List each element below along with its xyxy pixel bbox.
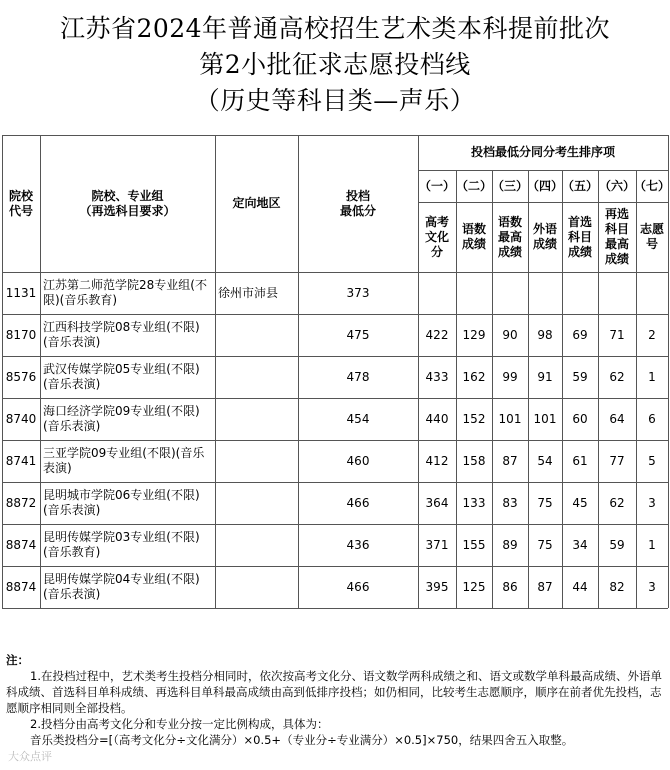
row-tiebreak-value: 34 [572,537,588,552]
table-grid-line [668,135,669,608]
row-tiebreak-value: 162 [462,369,486,384]
row-tiebreak-value: 129 [462,327,486,342]
row-tiebreak-value: 82 [609,579,625,594]
row-tiebreak-value [636,272,668,314]
row-code: 1131 [5,285,37,300]
row-tiebreak-value: 158 [462,453,486,468]
row-tiebreak-value: 125 [462,579,486,594]
row-tiebreak-value: 64 [609,411,625,426]
header-sub-label: 语数 最高 成绩 [497,214,522,259]
row-tiebreak-value: 69 [572,327,588,342]
row-tiebreak-value: 440 [425,411,449,426]
row-tiebreak-value: 155 [462,537,486,552]
row-group: 江西科技学院08专业组(不限)(音乐表演) [43,320,200,349]
note-2: 2.投档分由高考文化分和专业分按一定比例构成，具体为： [30,717,329,731]
header-sub-num: （二） [456,178,493,193]
header-sub-label: 语数 成绩 [461,222,486,251]
row-tiebreak-value: 77 [609,453,625,468]
header-sub-label: 再选 科目 最高 成绩 [604,207,629,266]
row-tiebreak-value [456,272,492,314]
row-group: 海口经济学院09专业组(不限)(音乐表演) [43,404,200,433]
notes-label: 注： [6,653,29,667]
row-tiebreak-value: 91 [537,369,553,384]
row-tiebreak-value: 364 [425,495,449,510]
row-min-score: 460 [346,453,370,468]
row-region [215,314,298,356]
row-region [215,440,298,482]
header-sub-label: 志愿 号 [639,222,664,251]
row-code: 8872 [5,495,37,510]
row-tiebreak-value: 433 [425,369,449,384]
header-min-score: 投档 最低分 [339,188,376,218]
title-line-2: 第2小批征求志愿投档线 [199,50,471,79]
row-region [215,398,298,440]
row-tiebreak-value: 60 [572,411,588,426]
row-tiebreak-value [562,272,598,314]
row-tiebreak-value: 1 [648,537,656,552]
row-tiebreak-value: 90 [502,327,518,342]
notes [6,652,666,748]
title-line-3: （历史等科目类—声乐） [194,86,476,115]
header-sub-num: （四） [527,178,564,193]
row-tiebreak-value: 86 [502,579,518,594]
row-tiebreak-value: 3 [648,579,656,594]
watermark: 大众点评 [8,750,52,763]
row-tiebreak-value: 3 [648,495,656,510]
row-tiebreak-value: 422 [425,327,449,342]
row-tiebreak-value: 71 [609,327,625,342]
row-tiebreak-value: 2 [648,327,656,342]
row-group: 昆明传媒学院04专业组(不限)(音乐表演) [43,572,200,601]
header-sub-label: 首选 科目 成绩 [567,214,592,259]
row-tiebreak-value: 87 [537,579,553,594]
row-region [215,566,298,608]
row-group: 三亚学院09专业组(不限)(音乐表演) [43,446,205,475]
row-tiebreak-value: 61 [572,453,588,468]
row-tiebreak-value: 395 [425,579,449,594]
row-tiebreak-value [492,272,528,314]
row-tiebreak-value [528,272,562,314]
row-code: 8170 [5,327,37,342]
row-tiebreak-value: 59 [609,537,625,552]
header-region: 定向地区 [232,196,281,210]
row-code: 8576 [5,369,37,384]
row-region: 徐州市沛县 [218,285,279,300]
row-group: 江苏第二师范学院28专业组(不限)(音乐教育) [43,278,207,307]
table-grid-line [2,608,668,609]
row-tiebreak-value: 75 [537,495,553,510]
row-tiebreak-value: 83 [502,495,518,510]
header-sub-num: （七） [634,178,670,193]
row-group: 武汉传媒学院05专业组(不限)(音乐表演) [43,362,200,391]
row-min-score: 436 [346,537,370,552]
header-sub-num: （五） [562,178,599,193]
note-1: 1.在投档过程中，艺术类考生投档分相同时，依次按高考文化分、语文数学两科成绩之和、语文或数学单科最高成绩、外语单科成绩、首选科目单科成绩、再选科目单科最高成绩由高到低排序投档；如仍相同，比较考生志愿顺序，顺序在前者优先投档，志愿顺序相同则全部投档。 [6,669,662,715]
header-sub-num: （一） [418,178,455,193]
row-tiebreak-value: 133 [462,495,486,510]
row-tiebreak-value: 62 [609,495,625,510]
row-code: 8874 [5,579,37,594]
row-code: 8741 [5,453,37,468]
row-tiebreak-value: 54 [537,453,553,468]
row-tiebreak-value: 75 [537,537,553,552]
row-min-score: 466 [346,495,370,510]
header-tiebreak: 投档最低分同分考生排序项 [470,145,615,159]
row-tiebreak-value: 87 [502,453,518,468]
row-code: 8874 [5,537,37,552]
row-region [215,482,298,524]
header-group: 院校、专业组 （再选科目要求） [79,188,176,218]
row-code: 8740 [5,411,37,426]
row-tiebreak-value: 1 [648,369,656,384]
header-sub-label: 高考 文化 分 [424,214,449,259]
row-tiebreak-value: 45 [572,495,588,510]
row-region [215,356,298,398]
title-line-1: 江苏省2024年普通高校招生艺术类本科提前批次 [59,14,611,43]
row-tiebreak-value: 62 [609,369,625,384]
row-tiebreak-value: 98 [537,327,553,342]
row-tiebreak-value: 99 [502,369,518,384]
row-tiebreak-value: 101 [498,411,522,426]
row-min-score: 373 [346,285,370,300]
row-min-score: 466 [346,579,370,594]
row-tiebreak-value: 371 [425,537,449,552]
row-tiebreak-value: 59 [572,369,588,384]
row-group: 昆明城市学院06专业组(不限)(音乐表演) [43,488,200,517]
row-region [215,524,298,566]
note-3: 音乐类投档分=[（高考文化分÷文化满分）×0.5+（专业分÷专业满分）×0.5]×750，结果四舍五入取整。 [30,733,574,747]
row-tiebreak-value: 412 [425,453,449,468]
row-min-score: 478 [346,369,370,384]
row-min-score: 454 [346,411,370,426]
header-sub-num: （六） [598,178,635,193]
header-sub-num: （三） [492,178,529,193]
row-min-score: 475 [346,327,370,342]
header-code: 院校 代号 [8,188,33,218]
row-tiebreak-value [598,272,636,314]
row-tiebreak-value: 6 [648,411,656,426]
row-tiebreak-value: 152 [462,411,486,426]
header-sub-label: 外语 成绩 [532,222,557,251]
row-tiebreak-value [418,272,456,314]
row-tiebreak-value: 101 [533,411,557,426]
row-tiebreak-value: 89 [502,537,518,552]
row-group: 昆明传媒学院03专业组(不限)(音乐教育) [43,530,200,559]
row-tiebreak-value: 5 [648,453,656,468]
row-tiebreak-value: 44 [572,579,588,594]
